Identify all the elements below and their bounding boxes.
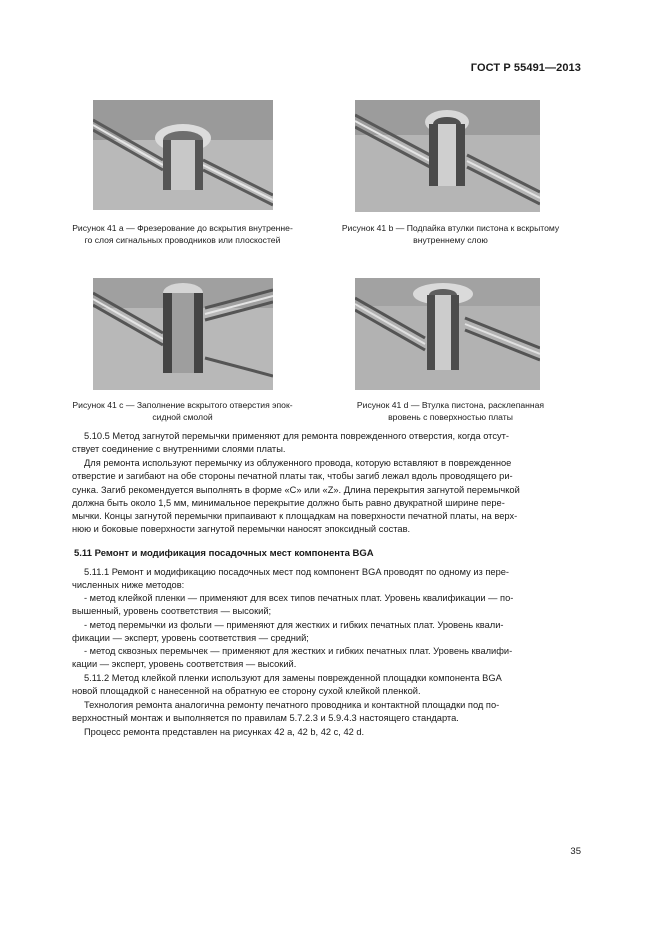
caption-line: вровень с поверхностью платы [388, 412, 513, 422]
caption-line: сидной смолой [152, 412, 213, 422]
figure-41a-image [93, 100, 273, 210]
text-line: Технология ремонта аналогична ремонту печатного проводника и контактной площадки под по- [84, 700, 500, 710]
list-item-through-jumpers [72, 645, 582, 672]
caption-line: го слоя сигнальных проводников или плоскостей [84, 235, 281, 245]
text-line: Для ремонта используют перемычку из облуженного провода, которую вставляют в поврежденное [84, 458, 512, 468]
text-line: верхностный монтаж и выполняется по правилам 5.7.2.3 и 5.9.4.3 настоящего стандарта. [72, 713, 459, 724]
text-line: численных ниже методов: [72, 580, 185, 591]
text-line: 5.11.1 Ремонт и модификацию посадочных мест под компонент BGA проводят по одному из пере- [84, 567, 510, 577]
text-line: новой площадкой с нанесенной на обратную ее сторону сухой клейкой пленкой. [72, 686, 421, 697]
text-line: Процесс ремонта представлен на рисунках 42 а, 42 b, 42 с, 42 d. [84, 727, 365, 737]
figure-41a-caption [50, 222, 315, 246]
figure-41d-caption [318, 399, 583, 423]
list-item-foil-jumper [72, 619, 582, 646]
text-line: отверстие и загибают на обе стороны печатной платы так, чтобы загиб лежал вдоль проводящего ри- [72, 471, 513, 482]
text-line: 5.11.2 Метод клейкой пленки используют для замены поврежденной площадки компонента BGA [84, 673, 502, 683]
text-line: - метод клейкой пленки — применяют для всех типов печатных плат. Уровень квалификации — по- [84, 593, 514, 603]
caption-line: внутреннему слою [413, 235, 488, 245]
paragraph-5-11-2 [72, 672, 582, 699]
figure-41b-image [355, 100, 540, 212]
text-line: - метод сквозных перемычек — применяют для жестких и гибких печатных плат. Уровень квалифи- [84, 646, 513, 656]
text-line: 5.10.5 Метод загнутой перемычки применяют для ремонта поврежденного отверстия, когда отсут- [84, 431, 509, 441]
figure-41c-caption [50, 399, 315, 423]
text-line: - метод перемычки из фольги — применяют для жестких и гибких печатных плат. Уровень квали- [84, 620, 504, 630]
text-line: мычки. Концы загнутой перемычки припаивают к площадкам на поверхности печатной платы, на верх- [72, 511, 518, 522]
text-line: нюю и боковые поверхности загнутой перемычки наносят эпоксидный состав. [72, 524, 411, 535]
caption-line: Рисунок 41 d — Втулка пистона, расклепанная [356, 400, 545, 410]
page-number: 35 [570, 846, 581, 857]
standard-number: ГОСТ Р 55491—2013 [470, 62, 581, 74]
text-line: фикации — эксперт, уровень соответствия — средний; [72, 633, 309, 644]
caption-line: Рисунок 41 c — Заполнение вскрытого отверстия эпок- [72, 400, 293, 410]
paragraph-5-11-1 [72, 566, 582, 593]
text-line: кации — эксперт, уровень соответствия — высокий. [72, 659, 297, 670]
section-title: 5.11 Ремонт и модификация посадочных мест компонента BGA [74, 548, 374, 559]
paragraph-process [72, 726, 582, 739]
figure-41d-image [355, 278, 540, 390]
text-line: должна быть около 1,5 мм, минимальное перекрытие должно быть равно двукратной ширине пере- [72, 497, 505, 508]
caption-line: Рисунок 41 а — Фрезерование до вскрытия внутренне- [72, 223, 293, 233]
text-line: ствует соединение с внутренними слоями платы. [72, 444, 286, 455]
list-item-adhesive-film [72, 592, 582, 619]
figure-41b-caption [318, 222, 583, 246]
text-line: сунка. Загиб рекомендуется выполнять в форме «С» или «Z». Длина перекрытия загнутой перемычкой [72, 484, 520, 495]
figure-41c-image [93, 278, 273, 390]
text-line: вышенный, уровень соответствия — высокий; [72, 606, 272, 617]
paragraph-jumper-repair [72, 457, 582, 537]
caption-line: Рисунок 41 b — Подпайка втулки пистона к вскрытому [341, 223, 560, 233]
paragraph-5-10-5 [72, 430, 582, 457]
paragraph-technology [72, 699, 582, 726]
